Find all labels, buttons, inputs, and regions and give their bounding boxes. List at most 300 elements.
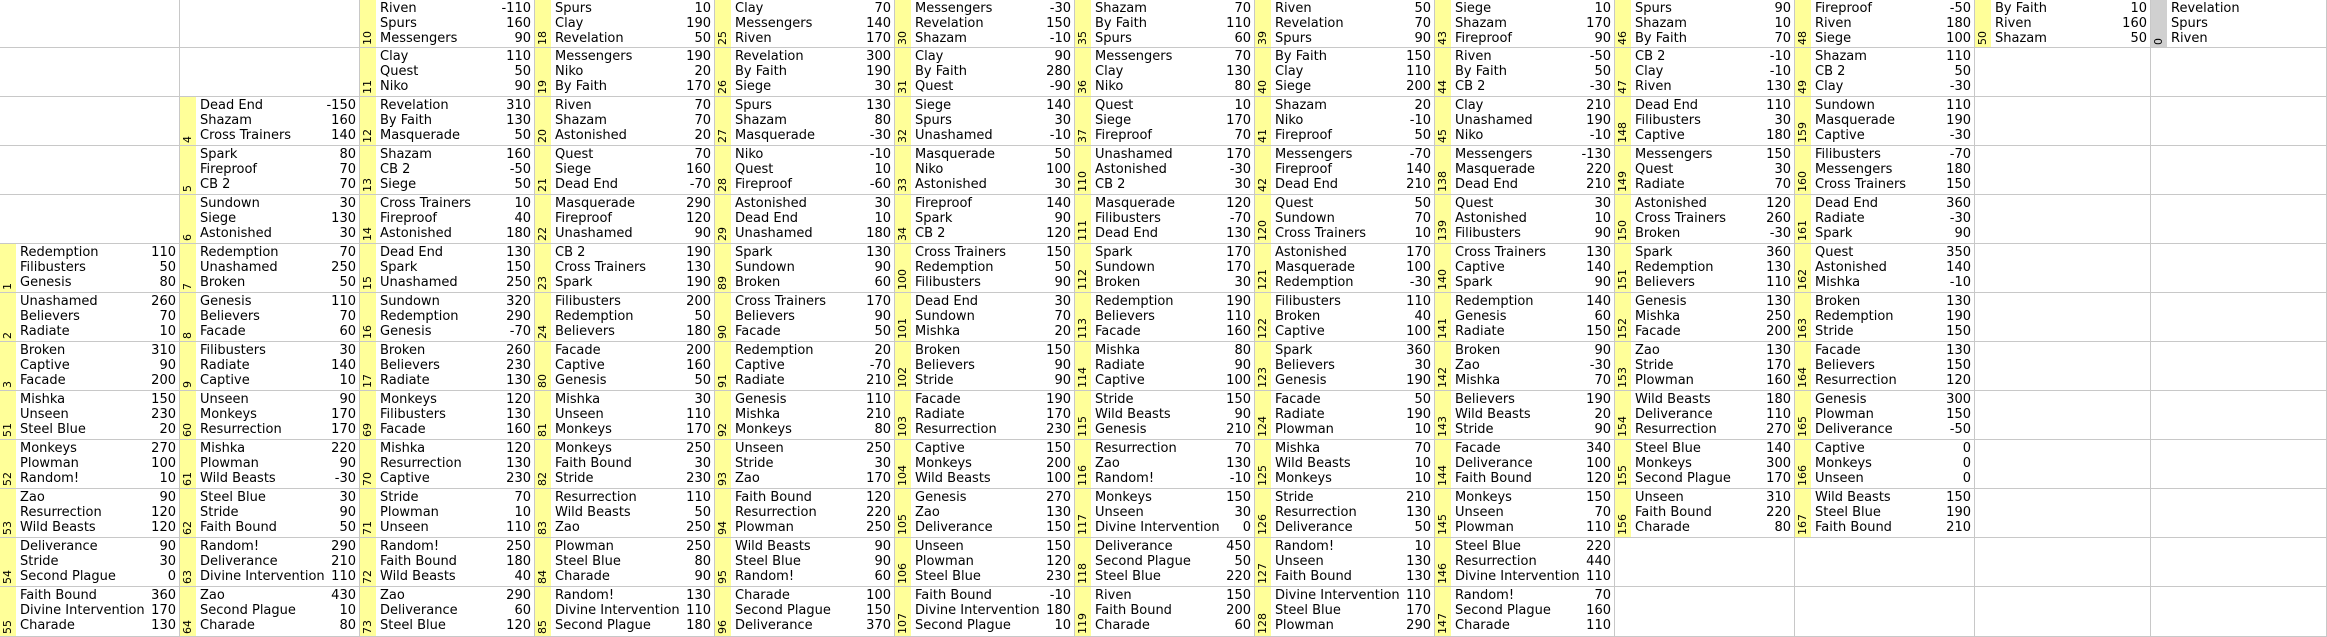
entry-value: 30 bbox=[339, 196, 356, 211]
entry-row bbox=[915, 1, 1071, 17]
empty-cell bbox=[2151, 440, 2327, 489]
match-number bbox=[535, 342, 551, 388]
match-cell[interactable] bbox=[715, 48, 895, 97]
match-cell[interactable] bbox=[1255, 146, 1435, 195]
entry-row bbox=[1995, 16, 2147, 32]
match-number bbox=[1795, 489, 1811, 535]
match-cell[interactable] bbox=[1435, 195, 1615, 244]
entry-row bbox=[380, 588, 531, 604]
entry-row bbox=[1095, 211, 1251, 227]
entry-row bbox=[20, 275, 176, 291]
entry-value: 160 bbox=[506, 16, 531, 31]
match-cell[interactable] bbox=[535, 146, 715, 195]
match-cell[interactable] bbox=[360, 0, 535, 48]
match-cell[interactable] bbox=[535, 440, 715, 489]
entry-value: 190 bbox=[1406, 407, 1431, 422]
entry-row bbox=[1635, 147, 1791, 163]
entry-row bbox=[20, 343, 176, 359]
match-cell[interactable] bbox=[535, 97, 715, 146]
match-cell[interactable] bbox=[0, 391, 180, 440]
match-cell[interactable] bbox=[715, 391, 895, 440]
match-cell[interactable] bbox=[360, 195, 535, 244]
match-cell[interactable] bbox=[1075, 0, 1255, 48]
entry-row bbox=[555, 98, 711, 114]
entry-name: Charade bbox=[1635, 520, 1690, 535]
entry-name: Broken bbox=[1815, 294, 1861, 309]
entry-row bbox=[1275, 490, 1431, 506]
match-cell[interactable] bbox=[180, 342, 360, 391]
entry-name: Plowman bbox=[555, 539, 614, 554]
match-number bbox=[1435, 146, 1451, 192]
entry-name: Masquerade bbox=[1455, 162, 1536, 177]
match-cell[interactable] bbox=[180, 97, 360, 146]
match-cell[interactable] bbox=[360, 97, 535, 146]
match-cell[interactable] bbox=[180, 587, 360, 637]
entry-row bbox=[200, 358, 356, 374]
entry-name: Zao bbox=[380, 588, 405, 603]
match-cell[interactable] bbox=[1795, 244, 1975, 293]
entry-name: Genesis bbox=[735, 392, 787, 407]
entry-name: By Faith bbox=[915, 64, 967, 79]
entry-value: 190 bbox=[1946, 309, 1971, 324]
match-cell[interactable] bbox=[180, 391, 360, 440]
match-cell[interactable] bbox=[895, 0, 1075, 48]
entry-row bbox=[555, 226, 711, 242]
entry-value: 210 bbox=[1946, 520, 1971, 535]
match-cell[interactable] bbox=[1075, 195, 1255, 244]
match-number-label: 126 bbox=[1256, 514, 1269, 535]
entry-value: 250 bbox=[506, 539, 531, 554]
entry-row bbox=[1095, 64, 1251, 80]
match-cell[interactable] bbox=[1075, 48, 1255, 97]
entry-row bbox=[555, 196, 711, 212]
match-cell[interactable] bbox=[535, 391, 715, 440]
match-cell[interactable] bbox=[1435, 48, 1615, 97]
match-cell[interactable] bbox=[1615, 489, 1795, 538]
match-cell[interactable] bbox=[715, 489, 895, 538]
entry-row bbox=[200, 245, 356, 261]
entry-name: Radiate bbox=[1815, 211, 1865, 226]
match-cell[interactable] bbox=[895, 391, 1075, 440]
match-cell[interactable] bbox=[1435, 489, 1615, 538]
match-cell[interactable] bbox=[1435, 146, 1615, 195]
entry-row bbox=[20, 520, 176, 536]
entry-name: Second Plague bbox=[20, 569, 116, 584]
match-cell[interactable] bbox=[715, 587, 895, 637]
entry-value: 70 bbox=[339, 177, 356, 192]
match-cell[interactable] bbox=[1075, 342, 1255, 391]
entry-value: 190 bbox=[866, 64, 891, 79]
match-cell[interactable] bbox=[1255, 538, 1435, 587]
entry-row bbox=[735, 196, 891, 212]
match-number-label: 73 bbox=[361, 620, 374, 634]
entry-value: 30 bbox=[1234, 505, 1251, 520]
match-number-label: 55 bbox=[1, 620, 14, 634]
match-number bbox=[360, 391, 376, 437]
entry-name: Siege bbox=[380, 177, 417, 192]
match-cell[interactable] bbox=[360, 146, 535, 195]
entry-value: 310 bbox=[151, 343, 176, 358]
match-number bbox=[1795, 391, 1811, 437]
empty-cell bbox=[2151, 146, 2327, 195]
match-cell[interactable] bbox=[360, 391, 535, 440]
match-cell[interactable] bbox=[715, 538, 895, 587]
match-cell[interactable] bbox=[1795, 0, 1975, 48]
match-cell[interactable] bbox=[1795, 195, 1975, 244]
entry-name: Cross Trainers bbox=[555, 260, 647, 275]
match-cell[interactable] bbox=[0, 244, 180, 293]
entry-value: 160 bbox=[331, 113, 356, 128]
entry-name: Plowman bbox=[380, 505, 439, 520]
entry-row bbox=[555, 79, 711, 95]
entry-row bbox=[1815, 260, 1971, 276]
entry-value: 110 bbox=[1406, 294, 1431, 309]
entry-value: 90 bbox=[1054, 49, 1071, 64]
match-cell[interactable] bbox=[1615, 440, 1795, 489]
match-cell[interactable] bbox=[895, 489, 1075, 538]
entry-name: Captive bbox=[735, 358, 785, 373]
match-cell[interactable] bbox=[360, 244, 535, 293]
entry-name: Astonished bbox=[380, 226, 452, 241]
match-cell[interactable] bbox=[535, 538, 715, 587]
entry-value: 70 bbox=[694, 147, 711, 162]
match-cell[interactable] bbox=[1075, 244, 1255, 293]
entry-value: 50 bbox=[1414, 392, 1431, 407]
match-cell[interactable] bbox=[1435, 391, 1615, 440]
match-cell[interactable] bbox=[180, 489, 360, 538]
entry-name: Filibusters bbox=[1815, 147, 1881, 162]
entry-name: Divine Intervention bbox=[915, 603, 1040, 618]
match-cell[interactable] bbox=[360, 538, 535, 587]
match-cell[interactable] bbox=[1795, 342, 1975, 391]
match-number-label: 104 bbox=[896, 465, 909, 486]
entry-value: 260 bbox=[151, 294, 176, 309]
match-cell[interactable] bbox=[895, 538, 1075, 587]
match-number bbox=[895, 48, 911, 94]
entry-name: Messengers bbox=[735, 16, 813, 31]
match-number bbox=[535, 440, 551, 486]
entry-name: Quest bbox=[380, 64, 419, 79]
match-cell[interactable] bbox=[895, 97, 1075, 146]
entry-name: Messengers bbox=[1455, 147, 1533, 162]
match-cell[interactable] bbox=[715, 342, 895, 391]
match-cell[interactable] bbox=[895, 342, 1075, 391]
match-number bbox=[535, 48, 551, 94]
entry-row bbox=[1275, 588, 1431, 604]
match-cell[interactable] bbox=[0, 587, 180, 637]
match-cell[interactable] bbox=[1435, 342, 1615, 391]
match-cell[interactable] bbox=[360, 48, 535, 97]
match-cell[interactable] bbox=[1795, 146, 1975, 195]
match-cell[interactable] bbox=[1255, 440, 1435, 489]
match-number-label: 22 bbox=[536, 227, 549, 241]
entry-name: Shazam bbox=[1995, 31, 2047, 46]
entry-value: 160 bbox=[1766, 373, 1791, 388]
match-cell[interactable] bbox=[0, 538, 180, 587]
match-cell[interactable] bbox=[715, 293, 895, 342]
match-cell[interactable] bbox=[1615, 293, 1795, 342]
match-cell[interactable] bbox=[0, 489, 180, 538]
match-number bbox=[0, 342, 16, 388]
match-cell[interactable] bbox=[360, 440, 535, 489]
empty-cell bbox=[1975, 195, 2151, 244]
entry-value: 10 bbox=[694, 1, 711, 16]
entry-name: Deliverance bbox=[1095, 539, 1173, 554]
entry-row bbox=[200, 539, 356, 555]
match-cell[interactable] bbox=[1255, 489, 1435, 538]
entry-row bbox=[1815, 456, 1971, 472]
entry-value: 110 bbox=[506, 49, 531, 64]
entry-row bbox=[380, 1, 531, 17]
match-cell[interactable] bbox=[1795, 440, 1975, 489]
entry-value: 30 bbox=[694, 392, 711, 407]
entry-name: Radiate bbox=[735, 373, 785, 388]
entry-name: Wild Beasts bbox=[1095, 407, 1171, 422]
match-cell[interactable] bbox=[1615, 0, 1795, 48]
match-number-label: 31 bbox=[896, 80, 909, 94]
match-cell[interactable] bbox=[360, 293, 535, 342]
match-cell[interactable] bbox=[0, 440, 180, 489]
match-cell[interactable] bbox=[1255, 391, 1435, 440]
entry-row bbox=[380, 16, 531, 32]
match-cell[interactable] bbox=[535, 195, 715, 244]
match-cell[interactable] bbox=[1075, 97, 1255, 146]
match-cell[interactable] bbox=[1255, 587, 1435, 637]
match-cell[interactable] bbox=[1075, 489, 1255, 538]
match-cell[interactable] bbox=[1255, 97, 1435, 146]
entry-name: Steel Blue bbox=[1635, 441, 1701, 456]
entry-value: 150 bbox=[1226, 588, 1251, 603]
entry-name: Wild Beasts bbox=[380, 569, 456, 584]
entry-value: 130 bbox=[151, 618, 176, 633]
match-cell[interactable] bbox=[1255, 244, 1435, 293]
entry-row bbox=[1995, 1, 2147, 17]
entry-name: Faith Bound bbox=[735, 490, 812, 505]
entry-name: By Faith bbox=[1095, 16, 1147, 31]
entry-value: 90 bbox=[1414, 31, 1431, 46]
entry-row bbox=[735, 539, 891, 555]
match-cell[interactable] bbox=[1615, 97, 1795, 146]
entry-name: Radiate bbox=[1455, 324, 1505, 339]
match-cell[interactable] bbox=[180, 244, 360, 293]
empty-cell bbox=[2151, 391, 2327, 440]
match-cell[interactable] bbox=[1615, 48, 1795, 97]
match-cell[interactable] bbox=[1435, 0, 1615, 48]
entry-row bbox=[380, 520, 531, 536]
entry-name: Faith Bound bbox=[1275, 569, 1352, 584]
match-cell[interactable] bbox=[1615, 146, 1795, 195]
match-cell[interactable] bbox=[1795, 391, 1975, 440]
match-cell[interactable] bbox=[1075, 391, 1255, 440]
entry-value: 110 bbox=[1406, 64, 1431, 79]
match-cell[interactable] bbox=[535, 293, 715, 342]
entry-row bbox=[735, 162, 891, 178]
entry-name: Fireproof bbox=[555, 211, 612, 226]
match-cell[interactable] bbox=[1255, 195, 1435, 244]
entry-name: Cross Trainers bbox=[915, 245, 1007, 260]
match-cell[interactable] bbox=[1795, 293, 1975, 342]
match-cell[interactable] bbox=[1615, 244, 1795, 293]
match-cell[interactable] bbox=[1615, 195, 1795, 244]
match-cell[interactable] bbox=[715, 195, 895, 244]
match-cell[interactable] bbox=[0, 342, 180, 391]
entry-value: 130 bbox=[1946, 294, 1971, 309]
entry-name: Dead End bbox=[380, 245, 444, 260]
match-cell[interactable] bbox=[360, 342, 535, 391]
match-cell[interactable] bbox=[1435, 440, 1615, 489]
match-cell[interactable] bbox=[895, 195, 1075, 244]
match-cell[interactable] bbox=[1075, 293, 1255, 342]
entry-row bbox=[735, 603, 891, 619]
match-cell[interactable] bbox=[1075, 538, 1255, 587]
entry-name: Stride bbox=[1095, 392, 1134, 407]
match-number bbox=[1435, 293, 1451, 339]
entry-row bbox=[1635, 520, 1791, 536]
match-cell[interactable] bbox=[360, 489, 535, 538]
match-cell[interactable] bbox=[1435, 587, 1615, 637]
entry-row bbox=[1275, 618, 1431, 634]
match-cell[interactable] bbox=[180, 195, 360, 244]
match-cell[interactable] bbox=[895, 293, 1075, 342]
match-cell[interactable] bbox=[1255, 48, 1435, 97]
match-number bbox=[180, 146, 196, 192]
match-cell[interactable] bbox=[715, 146, 895, 195]
entry-name: Divine Intervention bbox=[1275, 588, 1400, 603]
match-cell[interactable] bbox=[895, 146, 1075, 195]
entry-row bbox=[200, 294, 356, 310]
entry-value: 10 bbox=[339, 603, 356, 618]
entry-name: Revelation bbox=[915, 16, 984, 31]
match-cell[interactable] bbox=[1975, 0, 2151, 48]
entry-name: Riven bbox=[1635, 79, 1672, 94]
match-number bbox=[535, 587, 551, 634]
match-cell[interactable] bbox=[180, 538, 360, 587]
match-cell[interactable] bbox=[535, 342, 715, 391]
match-cell[interactable] bbox=[360, 587, 535, 637]
match-cell[interactable] bbox=[535, 587, 715, 637]
entry-name: Unashamed bbox=[735, 226, 813, 241]
entry-value: 110 bbox=[1226, 309, 1251, 324]
entry-value: 250 bbox=[686, 520, 711, 535]
entry-name: Dead End bbox=[1095, 226, 1159, 241]
entry-value: -10 bbox=[869, 147, 891, 162]
entry-row bbox=[20, 441, 176, 457]
match-number bbox=[535, 0, 551, 45]
entry-row bbox=[200, 490, 356, 506]
entry-value: 290 bbox=[506, 588, 531, 603]
match-cell[interactable] bbox=[895, 244, 1075, 293]
match-cell[interactable] bbox=[1435, 244, 1615, 293]
match-number bbox=[360, 440, 376, 486]
match-cell[interactable] bbox=[1435, 293, 1615, 342]
match-number-label: 50 bbox=[1976, 31, 1989, 45]
entry-value: 120 bbox=[506, 441, 531, 456]
entry-row bbox=[1455, 343, 1611, 359]
match-cell[interactable] bbox=[2151, 0, 2327, 48]
match-cell[interactable] bbox=[895, 48, 1075, 97]
match-cell[interactable] bbox=[1435, 97, 1615, 146]
match-cell[interactable] bbox=[1075, 146, 1255, 195]
match-cell[interactable] bbox=[0, 293, 180, 342]
match-cell[interactable] bbox=[180, 293, 360, 342]
entry-value: 250 bbox=[686, 539, 711, 554]
match-cell[interactable] bbox=[1795, 489, 1975, 538]
entry-value: -10 bbox=[1589, 128, 1611, 143]
match-number bbox=[1255, 48, 1271, 94]
match-number-label: 139 bbox=[1436, 220, 1449, 241]
entry-value: 10 bbox=[1414, 471, 1431, 486]
match-cell[interactable] bbox=[1255, 342, 1435, 391]
match-cell[interactable] bbox=[1615, 342, 1795, 391]
entry-value: 100 bbox=[1406, 324, 1431, 339]
match-cell[interactable] bbox=[1255, 0, 1435, 48]
match-cell[interactable] bbox=[1795, 97, 1975, 146]
match-cell[interactable] bbox=[715, 244, 895, 293]
entry-row bbox=[915, 113, 1071, 129]
match-cell[interactable] bbox=[1435, 538, 1615, 587]
match-cell[interactable] bbox=[715, 440, 895, 489]
empty-cell bbox=[1975, 538, 2151, 587]
match-cell[interactable] bbox=[1615, 391, 1795, 440]
entry-value: 150 bbox=[1946, 407, 1971, 422]
entry-name: Believers bbox=[200, 309, 260, 324]
entry-value: 150 bbox=[1046, 520, 1071, 535]
match-cell[interactable] bbox=[715, 0, 895, 48]
match-number-label: 49 bbox=[1796, 80, 1809, 94]
match-cell[interactable] bbox=[1075, 587, 1255, 637]
entry-value: 50 bbox=[514, 128, 531, 143]
match-cell[interactable] bbox=[715, 97, 895, 146]
match-number-label: 64 bbox=[181, 620, 194, 634]
entry-row bbox=[380, 196, 531, 212]
match-cell[interactable] bbox=[535, 489, 715, 538]
entry-value: 190 bbox=[1946, 113, 1971, 128]
entry-value: 90 bbox=[1234, 407, 1251, 422]
match-cell[interactable] bbox=[180, 440, 360, 489]
entry-value: 50 bbox=[2130, 31, 2147, 46]
match-cell[interactable] bbox=[1795, 48, 1975, 97]
entry-row bbox=[1815, 16, 1971, 32]
match-cell[interactable] bbox=[535, 0, 715, 48]
entry-value: 60 bbox=[1594, 309, 1611, 324]
entry-value: 340 bbox=[1586, 441, 1611, 456]
entry-value: 30 bbox=[339, 343, 356, 358]
match-number-label: 10 bbox=[361, 31, 374, 45]
entry-value: 130 bbox=[506, 456, 531, 471]
match-number-label: 152 bbox=[1616, 318, 1629, 339]
match-number bbox=[1255, 146, 1271, 192]
match-cell[interactable] bbox=[535, 48, 715, 97]
entry-row bbox=[200, 407, 356, 423]
entry-row bbox=[20, 618, 176, 634]
entry-row bbox=[380, 505, 531, 521]
match-cell[interactable] bbox=[895, 440, 1075, 489]
match-cell[interactable] bbox=[895, 587, 1075, 637]
match-cell[interactable] bbox=[1255, 293, 1435, 342]
match-cell[interactable] bbox=[535, 244, 715, 293]
match-number-label: 27 bbox=[716, 129, 729, 143]
entry-name: Stride bbox=[1635, 358, 1674, 373]
match-cell[interactable] bbox=[1075, 440, 1255, 489]
match-cell[interactable] bbox=[180, 146, 360, 195]
entry-name: By Faith bbox=[735, 64, 787, 79]
entry-row bbox=[380, 147, 531, 163]
entry-row bbox=[380, 471, 531, 487]
entry-value: 140 bbox=[331, 358, 356, 373]
match-number bbox=[535, 293, 551, 339]
entry-row bbox=[1815, 177, 1971, 193]
entry-row bbox=[380, 64, 531, 80]
